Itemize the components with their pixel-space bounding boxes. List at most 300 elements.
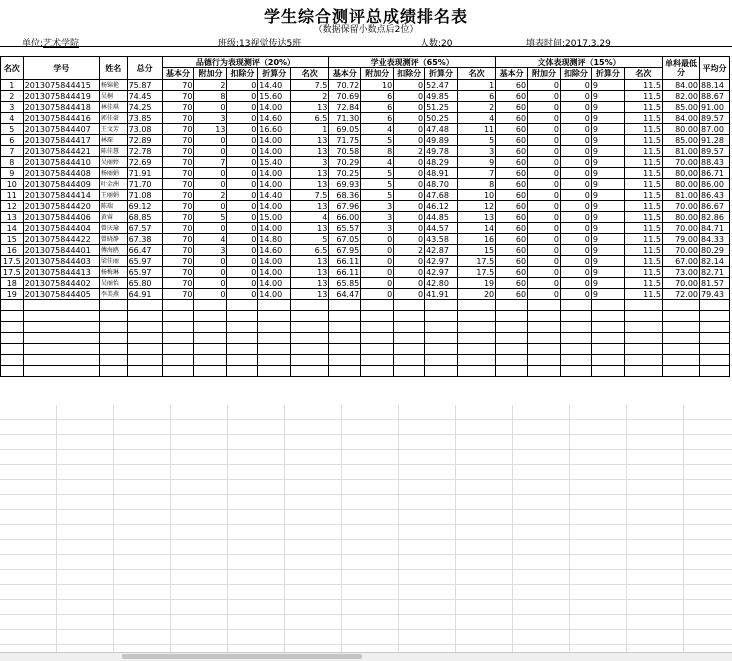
cell-score[interactable]: 5 — [291, 234, 329, 245]
empty-cell[interactable] — [162, 311, 194, 322]
empty-cell[interactable] — [591, 322, 624, 333]
cell-score[interactable]: 9 — [591, 201, 624, 212]
empty-cell[interactable] — [700, 300, 730, 311]
cell-score[interactable]: 0 — [194, 146, 227, 157]
cell-score[interactable]: 4 — [361, 157, 394, 168]
cell-name[interactable]: 梁佳丽 — [99, 256, 127, 267]
empty-cell[interactable] — [624, 311, 662, 322]
cell-score[interactable]: 11.5 — [624, 212, 662, 223]
cell-score[interactable]: 11.5 — [624, 267, 662, 278]
empty-cell[interactable] — [227, 300, 258, 311]
cell-total[interactable]: 73.08 — [127, 124, 162, 135]
empty-cell[interactable] — [662, 322, 699, 333]
cell-rank[interactable]: 19 — [1, 289, 24, 300]
cell-score[interactable]: 2 — [394, 245, 425, 256]
cell-score[interactable]: 0 — [561, 234, 592, 245]
cell-score[interactable]: 0 — [561, 135, 592, 146]
cell-score[interactable]: 15.60 — [258, 91, 291, 102]
empty-cell[interactable] — [329, 366, 361, 377]
cell-score[interactable]: 9 — [591, 179, 624, 190]
cell-score[interactable]: 0 — [227, 124, 258, 135]
cell-score[interactable]: 70 — [162, 179, 194, 190]
cell-score[interactable]: 15.40 — [258, 157, 291, 168]
empty-cell[interactable] — [624, 355, 662, 366]
cell-score[interactable]: 2 — [194, 80, 227, 91]
cell-lowest[interactable]: 80.00 — [662, 212, 699, 223]
cell-score[interactable]: 11.5 — [624, 223, 662, 234]
cell-rank[interactable]: 9 — [1, 168, 24, 179]
cell-total[interactable]: 67.38 — [127, 234, 162, 245]
cell-score[interactable]: 10 — [361, 80, 394, 91]
empty-cell[interactable] — [1, 355, 24, 366]
cell-score[interactable]: 11.5 — [624, 91, 662, 102]
cell-score[interactable]: 7.5 — [291, 80, 329, 91]
cell-rank[interactable]: 16 — [1, 245, 24, 256]
empty-cell[interactable] — [624, 344, 662, 355]
empty-cell[interactable] — [329, 322, 361, 333]
empty-cell[interactable] — [99, 333, 127, 344]
empty-cell[interactable] — [624, 322, 662, 333]
cell-score[interactable]: 5 — [361, 168, 394, 179]
cell-score[interactable]: 14.40 — [258, 80, 291, 91]
empty-cell[interactable] — [329, 344, 361, 355]
empty-cell[interactable] — [361, 311, 394, 322]
empty-cell[interactable] — [458, 322, 496, 333]
empty-cell[interactable] — [127, 311, 162, 322]
cell-score[interactable]: 7 — [458, 168, 496, 179]
cell-score[interactable]: 11.5 — [624, 124, 662, 135]
cell-score[interactable]: 0 — [561, 190, 592, 201]
cell-score[interactable]: 60 — [496, 113, 528, 124]
cell-score[interactable]: 70 — [162, 212, 194, 223]
cell-total[interactable]: 65.97 — [127, 267, 162, 278]
cell-score[interactable]: 0 — [528, 157, 561, 168]
cell-score[interactable]: 17.5 — [458, 267, 496, 278]
cell-score[interactable]: 16 — [458, 234, 496, 245]
cell-score[interactable]: 60 — [496, 135, 528, 146]
cell-score[interactable]: 69.05 — [329, 124, 361, 135]
cell-score[interactable]: 70 — [162, 278, 194, 289]
cell-score[interactable]: 13 — [291, 146, 329, 157]
cell-score[interactable]: 47.68 — [425, 190, 458, 201]
cell-rank[interactable]: 17.5 — [1, 267, 24, 278]
cell-score[interactable]: 6.5 — [291, 113, 329, 124]
empty-cell[interactable] — [23, 344, 99, 355]
cell-score[interactable]: 66.00 — [329, 212, 361, 223]
cell-score[interactable]: 9 — [591, 223, 624, 234]
empty-cell[interactable] — [127, 355, 162, 366]
cell-score[interactable]: 60 — [496, 245, 528, 256]
cell-score[interactable]: 60 — [496, 157, 528, 168]
cell-rank[interactable]: 12 — [1, 201, 24, 212]
cell-score[interactable]: 14.00 — [258, 146, 291, 157]
cell-rank[interactable]: 6 — [1, 135, 24, 146]
cell-score[interactable]: 0 — [528, 113, 561, 124]
cell-score[interactable]: 0 — [227, 267, 258, 278]
cell-score[interactable]: 2 — [291, 91, 329, 102]
cell-total[interactable]: 75.87 — [127, 80, 162, 91]
cell-score[interactable]: 52.47 — [425, 80, 458, 91]
cell-score[interactable]: 0 — [528, 168, 561, 179]
empty-cell[interactable] — [561, 322, 592, 333]
cell-lowest[interactable]: 85.00 — [662, 135, 699, 146]
cell-score[interactable]: 0 — [394, 201, 425, 212]
cell-lowest[interactable]: 70.00 — [662, 201, 699, 212]
cell-lowest[interactable]: 82.00 — [662, 91, 699, 102]
cell-score[interactable]: 0 — [227, 278, 258, 289]
cell-score[interactable]: 60 — [496, 212, 528, 223]
cell-lowest[interactable]: 85.00 — [662, 102, 699, 113]
cell-rank[interactable]: 7 — [1, 146, 24, 157]
cell-score[interactable]: 70 — [162, 201, 194, 212]
cell-score[interactable]: 1 — [458, 80, 496, 91]
cell-total[interactable]: 72.69 — [127, 157, 162, 168]
empty-cell[interactable] — [591, 333, 624, 344]
cell-score[interactable]: 13 — [291, 256, 329, 267]
cell-score[interactable]: 70 — [162, 157, 194, 168]
cell-score[interactable]: 70 — [162, 135, 194, 146]
cell-score[interactable]: 0 — [194, 278, 227, 289]
cell-name[interactable]: 傅海鸥 — [99, 245, 127, 256]
empty-cell[interactable] — [528, 311, 561, 322]
cell-score[interactable]: 60 — [496, 234, 528, 245]
empty-cell[interactable] — [291, 333, 329, 344]
cell-score[interactable]: 42.87 — [425, 245, 458, 256]
cell-score[interactable]: 0 — [227, 223, 258, 234]
cell-rank[interactable]: 4 — [1, 113, 24, 124]
cell-score[interactable]: 70 — [162, 234, 194, 245]
cell-rank[interactable]: 3 — [1, 102, 24, 113]
cell-score[interactable]: 8 — [458, 179, 496, 190]
cell-score[interactable]: 0 — [528, 278, 561, 289]
empty-cell[interactable] — [624, 333, 662, 344]
cell-score[interactable]: 0 — [394, 157, 425, 168]
empty-cell[interactable] — [23, 355, 99, 366]
empty-cell[interactable] — [99, 311, 127, 322]
cell-score[interactable]: 70.58 — [329, 146, 361, 157]
cell-rank[interactable]: 10 — [1, 179, 24, 190]
cell-total[interactable]: 65.80 — [127, 278, 162, 289]
cell-score[interactable]: 0 — [194, 289, 227, 300]
cell-score[interactable]: 0 — [194, 256, 227, 267]
cell-score[interactable]: 15 — [458, 245, 496, 256]
cell-score[interactable]: 11.5 — [624, 102, 662, 113]
empty-cell[interactable] — [127, 366, 162, 377]
cell-score[interactable]: 6 — [361, 91, 394, 102]
cell-average[interactable]: 82.14 — [700, 256, 730, 267]
cell-student-id[interactable]: 2013075844406 — [23, 212, 99, 223]
cell-score[interactable]: 14.40 — [258, 190, 291, 201]
cell-score[interactable]: 0 — [394, 80, 425, 91]
cell-score[interactable]: 60 — [496, 267, 528, 278]
empty-cell[interactable] — [194, 355, 227, 366]
cell-average[interactable]: 84.33 — [700, 234, 730, 245]
empty-cell[interactable] — [425, 344, 458, 355]
cell-score[interactable]: 60 — [496, 179, 528, 190]
cell-score[interactable]: 0 — [528, 289, 561, 300]
cell-score[interactable]: 14.00 — [258, 168, 291, 179]
empty-cell[interactable] — [561, 366, 592, 377]
cell-score[interactable]: 0 — [561, 168, 592, 179]
empty-cell[interactable] — [425, 322, 458, 333]
cell-score[interactable]: 60 — [496, 190, 528, 201]
cell-score[interactable]: 0 — [528, 256, 561, 267]
cell-name[interactable]: 林琛 — [99, 135, 127, 146]
cell-score[interactable]: 4 — [458, 113, 496, 124]
cell-score[interactable]: 0 — [394, 102, 425, 113]
cell-score[interactable]: 60 — [496, 146, 528, 157]
cell-lowest[interactable]: 70.00 — [662, 223, 699, 234]
cell-score[interactable]: 70.29 — [329, 157, 361, 168]
cell-score[interactable]: 14.00 — [258, 256, 291, 267]
cell-name[interactable]: 陈佳慧 — [99, 146, 127, 157]
empty-cell[interactable] — [194, 311, 227, 322]
cell-score[interactable]: 9 — [591, 113, 624, 124]
cell-total[interactable]: 71.08 — [127, 190, 162, 201]
cell-student-id[interactable]: 2013075844417 — [23, 135, 99, 146]
cell-score[interactable]: 3 — [194, 245, 227, 256]
cell-score[interactable]: 0 — [561, 146, 592, 157]
cell-score[interactable]: 70 — [162, 91, 194, 102]
empty-cell[interactable] — [496, 344, 528, 355]
cell-score[interactable]: 70 — [162, 289, 194, 300]
empty-cell[interactable] — [394, 300, 425, 311]
cell-score[interactable]: 0 — [394, 91, 425, 102]
cell-score[interactable]: 64.47 — [329, 289, 361, 300]
cell-score[interactable]: 67.96 — [329, 201, 361, 212]
cell-average[interactable]: 86.43 — [700, 190, 730, 201]
cell-score[interactable]: 2 — [458, 102, 496, 113]
cell-score[interactable]: 5 — [194, 212, 227, 223]
cell-score[interactable]: 0 — [227, 201, 258, 212]
empty-cell[interactable] — [258, 322, 291, 333]
empty-cell[interactable] — [700, 344, 730, 355]
cell-score[interactable]: 13 — [291, 289, 329, 300]
cell-score[interactable]: 68.36 — [329, 190, 361, 201]
cell-score[interactable]: 0 — [561, 245, 592, 256]
empty-cell[interactable] — [662, 344, 699, 355]
cell-score[interactable]: 13 — [458, 212, 496, 223]
empty-cell[interactable] — [662, 311, 699, 322]
cell-lowest[interactable]: 73.00 — [662, 267, 699, 278]
cell-score[interactable]: 0 — [528, 190, 561, 201]
cell-total[interactable]: 73.85 — [127, 113, 162, 124]
cell-lowest[interactable]: 70.00 — [662, 245, 699, 256]
cell-name[interactable]: 王文芳 — [99, 124, 127, 135]
cell-name[interactable]: 曾庆瑜 — [99, 223, 127, 234]
cell-name[interactable]: 陈瑞 — [99, 201, 127, 212]
empty-cell[interactable] — [528, 355, 561, 366]
empty-cell[interactable] — [127, 344, 162, 355]
cell-rank[interactable]: 13 — [1, 212, 24, 223]
empty-cell[interactable] — [162, 344, 194, 355]
cell-score[interactable]: 6 — [361, 113, 394, 124]
cell-score[interactable]: 0 — [528, 212, 561, 223]
cell-score[interactable]: 0 — [528, 135, 561, 146]
cell-score[interactable]: 60 — [496, 91, 528, 102]
empty-cell[interactable] — [291, 355, 329, 366]
cell-student-id[interactable]: 2013075844416 — [23, 113, 99, 124]
empty-cell[interactable] — [258, 300, 291, 311]
cell-score[interactable]: 0 — [394, 289, 425, 300]
empty-cell[interactable] — [361, 333, 394, 344]
empty-cell[interactable] — [194, 344, 227, 355]
cell-score[interactable]: 3 — [194, 113, 227, 124]
empty-cell[interactable] — [127, 333, 162, 344]
cell-score[interactable]: 0 — [361, 289, 394, 300]
cell-score[interactable]: 14.00 — [258, 179, 291, 190]
cell-average[interactable]: 86.71 — [700, 168, 730, 179]
cell-average[interactable]: 86.00 — [700, 179, 730, 190]
empty-cell[interactable] — [127, 322, 162, 333]
empty-cell[interactable] — [425, 355, 458, 366]
cell-score[interactable]: 0 — [394, 212, 425, 223]
cell-score[interactable]: 71.75 — [329, 135, 361, 146]
empty-cell[interactable] — [1, 366, 24, 377]
cell-score[interactable]: 0 — [528, 146, 561, 157]
cell-total[interactable]: 66.47 — [127, 245, 162, 256]
empty-cell[interactable] — [1, 311, 24, 322]
empty-cell[interactable] — [458, 344, 496, 355]
cell-score[interactable]: 9 — [591, 278, 624, 289]
cell-score[interactable]: 43.58 — [425, 234, 458, 245]
cell-rank[interactable]: 11 — [1, 190, 24, 201]
cell-score[interactable]: 66.11 — [329, 267, 361, 278]
cell-student-id[interactable]: 2013075844414 — [23, 190, 99, 201]
cell-score[interactable]: 4 — [194, 234, 227, 245]
empty-cell[interactable] — [425, 311, 458, 322]
cell-average[interactable]: 88.43 — [700, 157, 730, 168]
cell-score[interactable]: 13 — [291, 223, 329, 234]
cell-rank[interactable]: 5 — [1, 124, 24, 135]
cell-score[interactable]: 0 — [394, 278, 425, 289]
cell-total[interactable]: 74.45 — [127, 91, 162, 102]
empty-cell[interactable] — [1, 322, 24, 333]
cell-score[interactable]: 0 — [394, 135, 425, 146]
empty-cell[interactable] — [394, 322, 425, 333]
cell-score[interactable]: 70 — [162, 267, 194, 278]
cell-rank[interactable]: 18 — [1, 278, 24, 289]
empty-cell[interactable] — [291, 366, 329, 377]
cell-score[interactable]: 0 — [528, 80, 561, 91]
cell-score[interactable]: 3 — [291, 157, 329, 168]
empty-cell[interactable] — [458, 300, 496, 311]
cell-score[interactable]: 48.29 — [425, 157, 458, 168]
cell-rank[interactable]: 2 — [1, 91, 24, 102]
cell-score[interactable]: 9 — [591, 212, 624, 223]
empty-cell[interactable] — [194, 322, 227, 333]
cell-rank[interactable]: 17.5 — [1, 256, 24, 267]
empty-cell[interactable] — [394, 366, 425, 377]
cell-score[interactable]: 0 — [561, 267, 592, 278]
cell-name[interactable]: 吴丽怡 — [99, 278, 127, 289]
cell-score[interactable]: 0 — [528, 234, 561, 245]
cell-lowest[interactable]: 79.00 — [662, 234, 699, 245]
empty-cell[interactable] — [1, 300, 24, 311]
empty-cell[interactable] — [591, 300, 624, 311]
cell-score[interactable]: 0 — [394, 168, 425, 179]
cell-score[interactable]: 16.60 — [258, 124, 291, 135]
cell-student-id[interactable]: 2013075844421 — [23, 146, 99, 157]
cell-score[interactable]: 0 — [227, 256, 258, 267]
cell-name[interactable]: 王丽娟 — [99, 190, 127, 201]
cell-score[interactable]: 20 — [458, 289, 496, 300]
cell-score[interactable]: 70 — [162, 168, 194, 179]
cell-score[interactable]: 42.97 — [425, 267, 458, 278]
empty-cell[interactable] — [394, 311, 425, 322]
empty-cell[interactable] — [162, 322, 194, 333]
cell-score[interactable]: 70 — [162, 102, 194, 113]
cell-score[interactable]: 70 — [162, 245, 194, 256]
cell-score[interactable]: 50.25 — [425, 113, 458, 124]
cell-score[interactable]: 49.78 — [425, 146, 458, 157]
empty-cell[interactable] — [23, 322, 99, 333]
cell-score[interactable]: 0 — [227, 212, 258, 223]
empty-cell[interactable] — [258, 344, 291, 355]
cell-score[interactable]: 11.5 — [624, 245, 662, 256]
cell-average[interactable]: 80.29 — [700, 245, 730, 256]
cell-score[interactable]: 0 — [561, 124, 592, 135]
empty-cell[interactable] — [23, 311, 99, 322]
empty-cell[interactable] — [528, 344, 561, 355]
empty-cell[interactable] — [329, 355, 361, 366]
cell-score[interactable]: 71.30 — [329, 113, 361, 124]
empty-cell[interactable] — [227, 355, 258, 366]
cell-name[interactable]: 吴桐 — [99, 91, 127, 102]
cell-score[interactable]: 0 — [194, 135, 227, 146]
cell-student-id[interactable]: 2013075844410 — [23, 157, 99, 168]
cell-score[interactable]: 14.80 — [258, 234, 291, 245]
cell-score[interactable]: 14.60 — [258, 245, 291, 256]
empty-cell[interactable] — [258, 366, 291, 377]
empty-cell[interactable] — [227, 344, 258, 355]
cell-score[interactable]: 14.60 — [258, 113, 291, 124]
cell-score[interactable]: 0 — [394, 267, 425, 278]
cell-score[interactable]: 13 — [291, 179, 329, 190]
cell-total[interactable]: 72.78 — [127, 146, 162, 157]
cell-score[interactable]: 0 — [528, 267, 561, 278]
cell-score[interactable]: 72.84 — [329, 102, 361, 113]
cell-score[interactable]: 11.5 — [624, 157, 662, 168]
cell-student-id[interactable]: 2013075844405 — [23, 289, 99, 300]
cell-score[interactable]: 0 — [194, 179, 227, 190]
cell-score[interactable]: 9 — [591, 80, 624, 91]
empty-cell[interactable] — [496, 322, 528, 333]
cell-score[interactable]: 0 — [561, 102, 592, 113]
empty-cell[interactable] — [194, 366, 227, 377]
empty-cell[interactable] — [361, 322, 394, 333]
empty-cell[interactable] — [496, 300, 528, 311]
cell-score[interactable]: 1 — [291, 124, 329, 135]
cell-score[interactable]: 0 — [227, 113, 258, 124]
cell-student-id[interactable]: 2013075844415 — [23, 80, 99, 91]
cell-lowest[interactable]: 84.00 — [662, 80, 699, 91]
cell-score[interactable]: 2 — [394, 146, 425, 157]
cell-score[interactable]: 60 — [496, 278, 528, 289]
scrollbar-thumb[interactable] — [122, 654, 362, 659]
cell-score[interactable]: 70.69 — [329, 91, 361, 102]
cell-score[interactable]: 11 — [458, 124, 496, 135]
cell-score[interactable]: 0 — [194, 201, 227, 212]
cell-score[interactable]: 0 — [561, 179, 592, 190]
cell-score[interactable]: 3 — [361, 223, 394, 234]
empty-cell[interactable] — [1, 344, 24, 355]
cell-score[interactable]: 0 — [227, 289, 258, 300]
cell-score[interactable]: 14.00 — [258, 278, 291, 289]
cell-student-id[interactable]: 2013075844419 — [23, 91, 99, 102]
cell-score[interactable]: 46.12 — [425, 201, 458, 212]
empty-cell[interactable] — [700, 333, 730, 344]
